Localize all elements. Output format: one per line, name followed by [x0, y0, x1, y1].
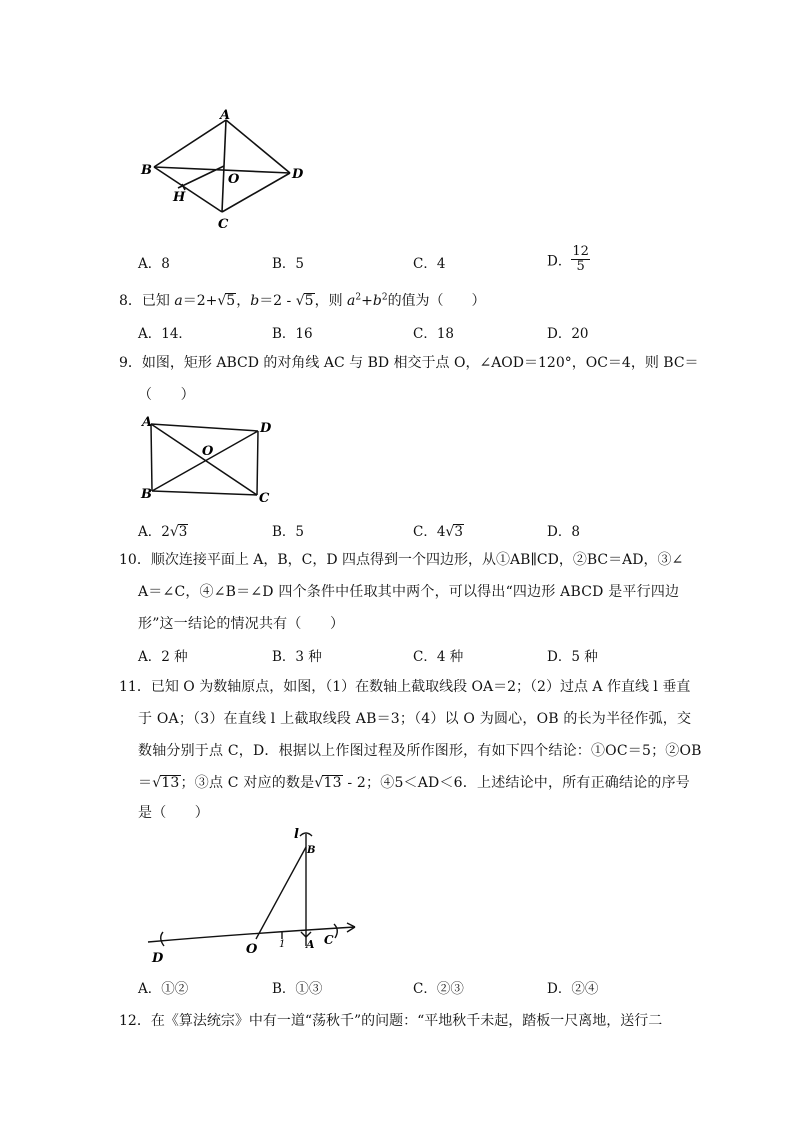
q9-option-d[interactable]: D．8: [547, 524, 580, 540]
q10-option-c[interactable]: C．4 种: [413, 649, 464, 665]
label-C: C: [259, 491, 270, 506]
rectangle-figure: [140, 412, 280, 507]
question-number: 8．: [119, 293, 142, 309]
q11-option-b[interactable]: B．①③: [272, 981, 323, 997]
q8-text: 的值为（ ）: [387, 293, 486, 309]
q8-var-a: a: [347, 293, 356, 309]
label-l: l: [294, 827, 299, 842]
question-11-line1: 11．已知 O 为数轴原点，如图，（1）在数轴上截取线段 OA＝2；（2）过点 A 作直线 l 垂直: [119, 679, 691, 695]
fraction-denominator: 5: [576, 259, 585, 274]
label-O: O: [246, 942, 258, 957]
q7-option-c[interactable]: C．4: [413, 256, 446, 272]
label-O: O: [228, 172, 240, 187]
number-line-figure: [140, 824, 370, 969]
question-10-line3: 形”这一结论的情况共有（ ）: [138, 616, 345, 632]
q8-text: ，: [236, 293, 251, 309]
sqrt-symbol: √: [217, 293, 227, 309]
question-11-line4: [138, 772, 690, 792]
q8-radicand: 5: [226, 293, 236, 309]
q7-option-a[interactable]: A．8: [138, 256, 170, 272]
question-9-line2: （ ）: [138, 387, 195, 403]
q8-option-a[interactable]: A．14．: [138, 326, 192, 342]
q8-option-c[interactable]: C．18: [413, 326, 455, 342]
q8-text: ＝2+: [182, 293, 218, 309]
q8-text: ，则: [314, 293, 348, 309]
q8-var-b: b: [372, 293, 382, 309]
q8-var-a: a: [174, 293, 183, 309]
radicand: 13: [323, 775, 342, 791]
q9-option-c[interactable]: [413, 520, 464, 540]
question-10-line2: A＝∠C，④∠B＝∠D 四个条件中任取其中两个，可以得出“四边形 ABCD 是平行四边: [138, 584, 680, 600]
q11-option-c[interactable]: C．②③: [413, 981, 464, 997]
question-10-line1: 10．顺次连接平面上 A，B，C，D 四点得到一个四边形，从①AB∥CD，②BC＝AD，③∠: [119, 552, 684, 568]
q10-option-b[interactable]: B．3 种: [272, 649, 322, 665]
fraction-numerator: 12: [572, 244, 589, 259]
q10-option-a[interactable]: A．2 种: [138, 649, 188, 665]
label-A: A: [220, 108, 231, 123]
radicand: 3: [178, 524, 188, 540]
label-O: O: [202, 444, 214, 459]
q7-option-b[interactable]: B．5: [272, 256, 305, 272]
q11-text: ；③点 C 对应的数是: [180, 775, 315, 791]
q8-var-b: b: [250, 293, 260, 309]
label-B: B: [141, 487, 152, 502]
label-B: B: [141, 163, 152, 178]
q8-exponent: 2: [381, 292, 388, 303]
q8-exponent: 2: [355, 292, 362, 303]
question-11-line5: 是（ ）: [138, 805, 209, 821]
question-8: [119, 290, 486, 310]
q8-option-d[interactable]: D．20: [547, 326, 589, 342]
q9-option-b[interactable]: B．5: [272, 524, 305, 540]
sqrt-symbol: √: [169, 524, 179, 540]
label-C: C: [218, 217, 229, 232]
option-text: C．4: [413, 524, 446, 540]
label-D: D: [260, 421, 272, 436]
q7-option-d-prefix: D．: [547, 253, 572, 270]
q10-option-d[interactable]: D．5 种: [547, 649, 598, 665]
question-9-line1: 9．如图，矩形 ABCD 的对角线 AC 与 BD 相交于点 O，∠AOD＝120°，OC＝4，则 BC＝: [119, 355, 699, 371]
rhombus-figure: [140, 104, 310, 234]
q7-option-d-fraction: [571, 245, 590, 274]
q11-text: - 2；④5＜AD＜6．上述结论中，所有正确结论的序号: [342, 775, 690, 791]
question-12-line1: 12．在《算法统宗》中有一道“荡秋千”的问题：“平地秋千未起，踏板一尺离地，送行二: [119, 1013, 663, 1029]
label-C: C: [324, 933, 334, 947]
q11-option-a[interactable]: A．①②: [138, 981, 189, 997]
q8-text: +: [361, 293, 373, 309]
q7-option-d[interactable]: [547, 245, 590, 274]
sqrt-symbol: √: [445, 524, 455, 540]
question-11-line3: 数轴分别于点 C，D．根据以上作图过程及所作图形，有如下四个结论：①OC＝5；②OB: [138, 743, 702, 759]
q11-text: ＝: [138, 775, 153, 791]
sqrt-symbol: √: [314, 775, 324, 791]
label-D: D: [152, 951, 164, 966]
radicand: 3: [454, 524, 463, 540]
q8-radicand: 5: [304, 293, 314, 309]
q11-option-d[interactable]: D．②④: [547, 981, 599, 997]
radicand: 13: [161, 775, 180, 791]
label-B: B: [307, 845, 316, 856]
sqrt-symbol: √: [295, 293, 305, 309]
sqrt-symbol: √: [152, 775, 162, 791]
label-H: H: [173, 190, 186, 205]
label-D: D: [292, 167, 304, 182]
label-1: 1: [279, 939, 286, 950]
question-11-line2: 于 OA；（3）在直线 l 上截取线段 AB＝3；（4）以 O 为圆心，OB 的长为半径作弧，交: [138, 711, 692, 727]
q8-option-b[interactable]: B．16: [272, 326, 313, 342]
q8-text: ＝2 -: [259, 293, 296, 309]
label-A: A: [142, 415, 153, 430]
q8-text: 已知: [141, 293, 175, 309]
label-A: A: [306, 938, 315, 951]
q9-option-a[interactable]: [138, 520, 188, 540]
option-text: A．2: [138, 524, 170, 540]
